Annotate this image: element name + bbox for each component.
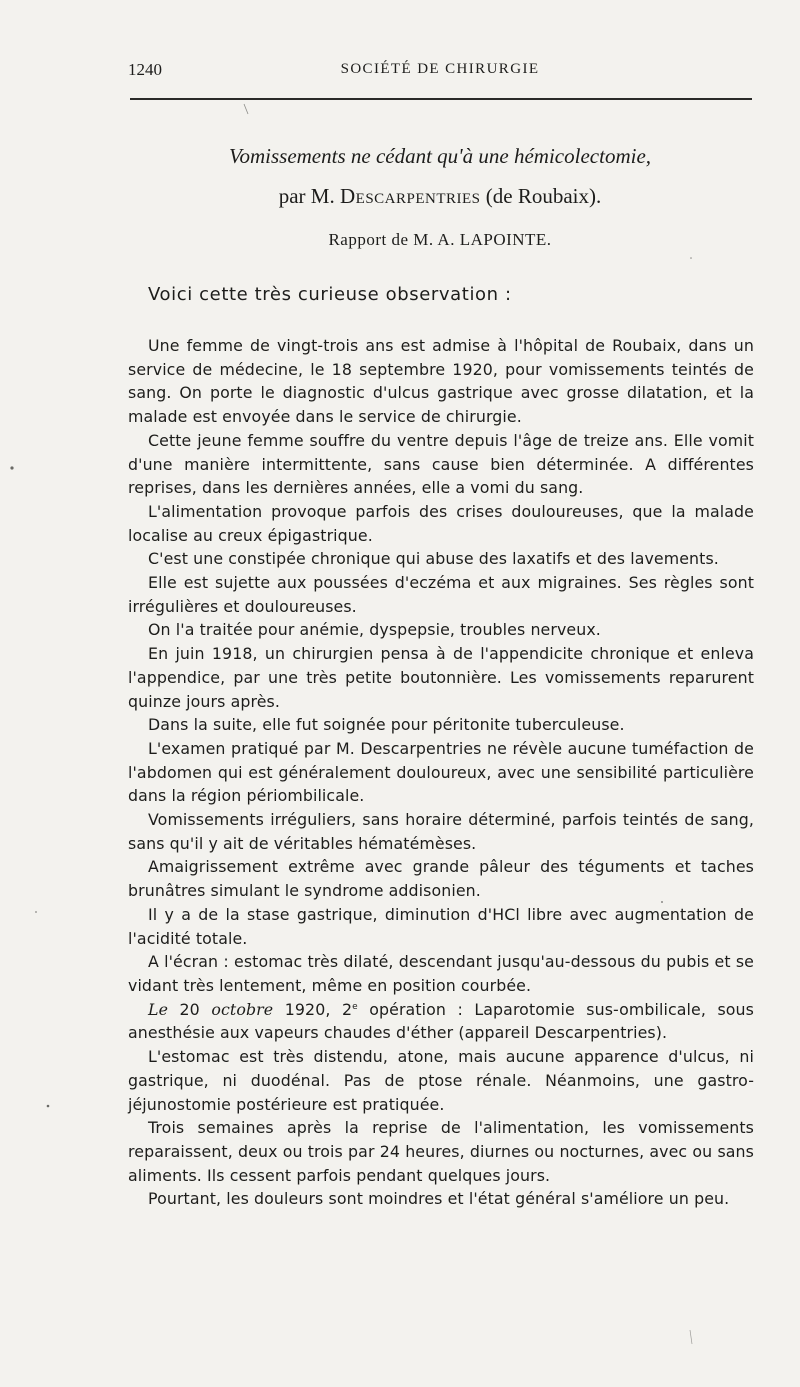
body-text xyxy=(128,334,754,1211)
date-italic-month: octobre xyxy=(211,999,274,1019)
paragraph: Amaigrissement extrême avec grande pâleur des téguments et taches brunâtres simulant le syndrome addisonien. xyxy=(128,857,754,901)
date-italic-le: Le xyxy=(148,999,169,1019)
paragraph: Dans la suite, elle fut soignée pour péritonite tuberculeuse. xyxy=(148,715,625,735)
operation-paragraph xyxy=(128,998,754,1045)
paragraph: L'alimentation provoque parfois des crises douloureuses, que la malade localise au creux épigastrique. xyxy=(128,501,754,545)
paragraph: On l'a traitée pour anémie, dyspepsie, troubles nerveux. xyxy=(148,620,601,640)
paragraph: L'estomac est très distendu, atone, mais aucune apparence d'ulcus, ni gastrique, ni duodénal. Pas de ptose rénale. Néanmoins, une gastro-jéjunostomie postérieure est pratiquée. xyxy=(128,1047,754,1114)
author-name: Descarpentries xyxy=(339,184,481,208)
paragraph: Il y a de la stase gastrique, diminution d'HCl libre avec augmentation de l'acidité totale. xyxy=(128,904,754,948)
byline-suffix: (de Roubaix). xyxy=(485,184,602,208)
header-rule xyxy=(130,98,752,100)
paragraph: Pourtant, les douleurs sont moindres et l'état général s'améliore un peu. xyxy=(148,1189,730,1209)
report-line: Rapport de M. A. LAPOINTE. xyxy=(328,230,552,249)
article-title: Vomissements ne cédant qu'à une hémicolectomie, xyxy=(228,144,652,168)
paragraph: C'est une constipée chronique qui abuse des laxatifs et des lavements. xyxy=(148,549,719,569)
journal-title: SOCIÉTÉ DE CHIRURGIE xyxy=(340,61,540,77)
paragraph: Elle est sujette aux poussées d'eczéma et aux migraines. Ses règles sont irrégulières et douloureuses. xyxy=(128,573,754,616)
operation-text: opération : Laparotomie sus-ombilicale, sous anesthésie aux vapeurs chaudes d'éther (appareil Descarpentries). xyxy=(128,999,755,1043)
running-head xyxy=(128,60,752,84)
paragraph: Vomissements irréguliers, sans horaire déterminé, parfois teintés de sang, sans qu'il y ait de véritables hématémèses. xyxy=(128,810,754,853)
ordinal-sup: e xyxy=(352,1001,358,1012)
byline xyxy=(128,184,752,209)
paragraph: En juin 1918, un chirurgien pensa à de l'appendicite chronique et enleva l'appendice, par une très petite boutonnière. Les vomissements reparurent quinze jours après. xyxy=(128,644,754,711)
intro-line: Voici cette très curieuse observation : xyxy=(148,284,512,305)
paragraph: Cette jeune femme souffre du ventre depuis l'âge de treize ans. Elle vomit d'une manière intermittente, sans cause bien déterminée. A différentes reprises, dans les dernières années, elle a vomi du sang. xyxy=(128,430,754,498)
paragraph: Trois semaines après la reprise de l'alimentation, les vomissements reparaissent, deux ou trois par 24 heures, diurnes ou nocturnes, avec ou sans aliments. Ils cessent parfois pendant quelques jours. xyxy=(128,1118,754,1185)
byline-prefix: par M. xyxy=(278,184,335,208)
paragraph: Une femme de vingt-trois ans est admise à l'hôpital de Roubaix, dans un service de médecine, le 18 septembre 1920, pour vomissements teintés de sang. On porte le diagnostic d'ulcus gastrique avec grosse dilatation, et la malade est envoyée dans le service de chirurgie. xyxy=(128,336,754,427)
paragraph: A l'écran : estomac très dilaté, descendant jusqu'au-dessous du pubis et se vidant très lentement, même en position courbée. xyxy=(128,952,754,995)
page-number: 1240 xyxy=(128,60,162,79)
date-day: 20 xyxy=(179,999,200,1019)
date-year: 1920, 2 xyxy=(284,999,353,1019)
paragraph: L'examen pratiqué par M. Descarpentries ne révèle aucune tuméfaction de l'abdomen qui est généralement douloureux, avec une sensibilité particulière dans la région périombilicale. xyxy=(128,738,754,806)
